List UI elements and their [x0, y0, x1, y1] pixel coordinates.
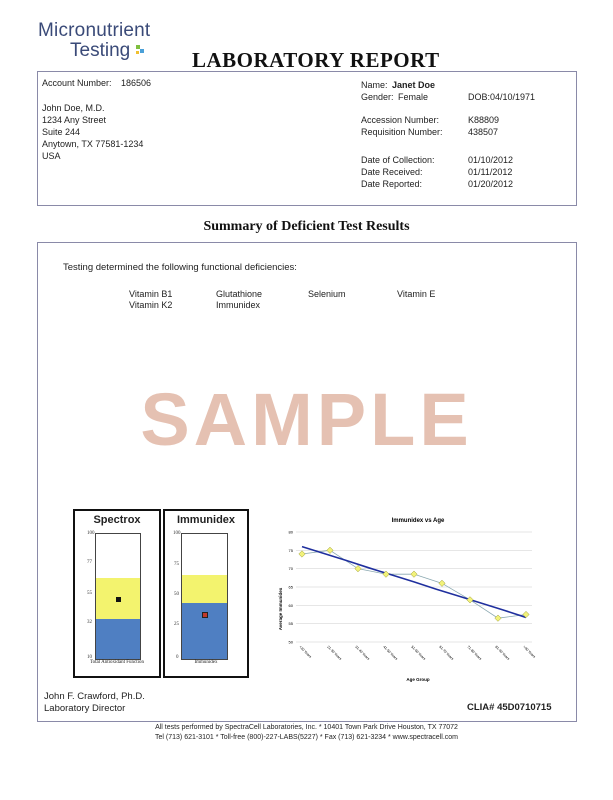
doctor-street: 1234 Any Street	[42, 115, 107, 125]
chart-data-point	[439, 580, 445, 586]
reported-date-label: Date Reported:	[361, 179, 423, 189]
accession-label: Accession Number:	[361, 115, 440, 125]
immunidex-tick: 25	[174, 622, 179, 627]
received-date-label: Date Received:	[361, 167, 423, 177]
chart-y-axis-label: Average Immunidex	[278, 587, 283, 631]
collection-date-value: 01/10/2012	[468, 155, 514, 165]
logo-text-line2: Testing	[70, 40, 131, 61]
footer-line1: All tests performed by SpectraCell Laboratories, Inc. * 10401 Town Park Drive Houston, TX 77072	[155, 724, 458, 731]
chart-x-tick-label: <20 Years	[298, 644, 313, 659]
deficiency-item: Glutathione	[216, 289, 263, 299]
gender-label: Gender:	[361, 92, 394, 102]
chart-data-point	[467, 597, 473, 603]
immunidex-tick: 0	[176, 655, 179, 660]
chart-series-line	[302, 550, 526, 618]
chart-x-tick-label: 51-60 Years	[410, 644, 427, 661]
chart-y-tick-label: 50	[288, 639, 293, 645]
doctor-suite: Suite 244	[42, 127, 81, 137]
chart-y-tick-label: 55	[288, 621, 293, 627]
spectrox-tick: 55	[87, 591, 92, 596]
immunidex-marker	[202, 612, 208, 618]
immunidex-tick: 100	[173, 531, 181, 536]
collection-date-label: Date of Collection:	[361, 155, 435, 165]
spectrox-tick: 100	[87, 531, 95, 536]
chart-x-tick-label: 41-50 Years	[382, 644, 399, 661]
immunidex-title: Immunidex	[176, 514, 236, 526]
deficiency-item: Vitamin K2	[129, 300, 173, 310]
account-number-value: 186506	[121, 78, 152, 88]
chart-x-tick-label: 61-70 Years	[438, 644, 455, 661]
logo-mark-icon	[135, 44, 145, 56]
spectrox-gauge	[95, 533, 141, 660]
deficiency-item: Vitamin B1	[129, 289, 173, 299]
deficiency-item: Selenium	[308, 289, 346, 299]
requisition-value: 438507	[468, 127, 499, 137]
chart-x-tick-label: 81-90 Years	[494, 644, 511, 661]
chart-x-tick-label: 31-40 Years	[354, 644, 371, 661]
spectrox-label: Total Antioxidant Function	[89, 660, 145, 665]
patient-name-value: Janet Doe	[392, 80, 436, 90]
spectrox-tick: 32	[87, 620, 92, 625]
doctor-city: Anytown, TX 77581-1234	[42, 139, 144, 149]
director-title: Laboratory Director	[44, 703, 126, 714]
requisition-label: Requisition Number:	[361, 127, 443, 137]
deficiency-item: Immunidex	[216, 300, 261, 310]
chart-y-tick-label: 70	[288, 566, 293, 572]
chart-data-point	[495, 615, 501, 621]
doctor-name: John Doe, M.D.	[42, 103, 105, 113]
sample-watermark: SAMPLE	[140, 378, 473, 461]
immunidex-tick: 75	[174, 562, 179, 567]
received-date-value: 01/11/2012	[468, 167, 513, 177]
deficiency-item: Vitamin E	[397, 289, 436, 299]
accession-value: K88809	[468, 115, 500, 125]
chart-data-point	[299, 551, 305, 557]
chart-x-tick-label: 71-80 Years	[466, 644, 483, 661]
doctor-country: USA	[42, 151, 61, 161]
chart-data-point	[327, 547, 333, 553]
patient-name-label: Name:	[361, 80, 388, 90]
clia-number: CLIA# 45D0710715	[467, 702, 552, 713]
chart-y-tick-label: 75	[288, 547, 293, 553]
chart-x-tick-label: 21-30 Years	[326, 644, 343, 661]
logo-text-line1: Micronutrient	[38, 20, 151, 41]
chart-x-tick-label: >90 Years	[522, 644, 537, 659]
dob-label: DOB:	[468, 92, 491, 102]
spectrox-tick: 77	[87, 560, 92, 565]
chart-y-tick-label: 60	[288, 602, 293, 608]
spectrox-marker	[116, 597, 121, 602]
spectrox-tick: 10	[87, 655, 92, 660]
dob-value: 04/10/1971	[490, 92, 536, 102]
account-number-label: Account Number:	[42, 78, 112, 88]
chart-y-tick-label: 80	[288, 529, 293, 535]
immunidex-vs-age-chart	[270, 514, 560, 686]
chart-data-point	[411, 571, 417, 577]
chart-trend-line	[302, 547, 526, 618]
summary-intro: Testing determined the following functional deficiencies:	[63, 262, 297, 273]
chart-data-point	[355, 565, 361, 571]
immunidex-label: Immunidex	[194, 660, 218, 665]
reported-date-value: 01/20/2012	[468, 179, 514, 189]
summary-title: Summary of Deficient Test Results	[203, 219, 410, 234]
footer-line2: Tel (713) 621-3101 * Toll-free (800)-227-LABS(5227) * Fax (713) 621-3234 * www.spectracell.com	[155, 734, 458, 741]
gender-value: Female	[398, 92, 429, 102]
immunidex-gauge	[181, 533, 228, 660]
report-title: LABORATORY REPORT	[192, 48, 440, 72]
immunidex-tick: 50	[174, 592, 179, 597]
spectrox-title: Spectrox	[93, 514, 141, 526]
director-name: John F. Crawford, Ph.D.	[44, 691, 145, 702]
chart-title: Immunidex vs Age	[391, 518, 445, 524]
chart-x-axis-label: Age Group	[406, 677, 430, 682]
chart-y-tick-label: 65	[288, 584, 293, 590]
